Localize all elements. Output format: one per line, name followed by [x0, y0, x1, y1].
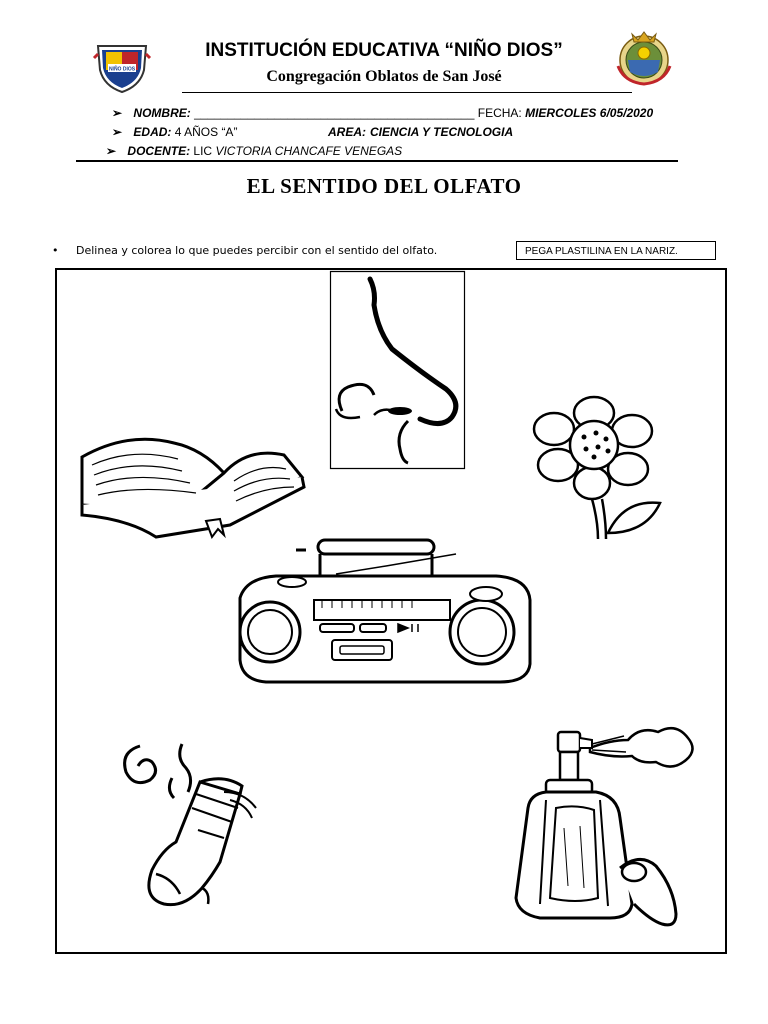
header-rule: [182, 92, 632, 93]
nombre-label: NOMBRE:: [133, 106, 191, 120]
area-label: AREA:: [328, 125, 366, 139]
instruction: [52, 244, 437, 257]
fecha-value: MIERCOLES 6/05/2020: [525, 106, 654, 120]
instruction-text: Delinea y colorea lo que puedes percibir con el sentido del olfato.: [76, 244, 438, 257]
area-value: CIENCIA Y TECNOLOGIA: [370, 125, 514, 139]
task-box: PEGA PLASTILINA EN LA NARIZ.: [516, 241, 716, 260]
congregation-subtitle: Congregación Oblatos de San José: [266, 68, 502, 85]
radio-icon[interactable]: [236, 536, 536, 686]
edad-label: EDAD:: [133, 125, 172, 139]
docente-label: DOCENTE:: [127, 144, 191, 158]
info-rule: [76, 160, 678, 162]
arrow-bullet-icon: ➢: [106, 144, 117, 158]
info-row-edad: [112, 125, 514, 139]
docente-value: VICTORIA CHANCAFE VENEGAS: [215, 144, 403, 158]
fecha-label: FECHA:: [477, 106, 522, 120]
edad-value: 4 AÑOS “A”: [174, 125, 238, 139]
worksheet-title: EL SENTIDO DEL OLFATO: [246, 174, 522, 198]
perfume-icon[interactable]: [500, 718, 700, 934]
nombre-blank[interactable]: __________________________________________: [194, 106, 475, 120]
docente-prefix: LIC: [193, 144, 213, 158]
flower-icon[interactable]: [516, 393, 666, 543]
bullet-icon: •: [52, 244, 59, 257]
info-row-nombre: [112, 106, 653, 120]
sock-icon[interactable]: [116, 738, 266, 914]
info-row-docente: [106, 144, 402, 158]
arrow-bullet-icon: ➢: [112, 106, 123, 120]
nose-icon[interactable]: [330, 271, 465, 469]
book-icon[interactable]: [78, 425, 308, 540]
logo-text: NIÑO DIOS: [108, 66, 136, 73]
institution-title: INSTITUCIÓN EDUCATIVA “NIÑO DIOS”: [205, 40, 563, 61]
arrow-bullet-icon: ➢: [112, 125, 123, 139]
